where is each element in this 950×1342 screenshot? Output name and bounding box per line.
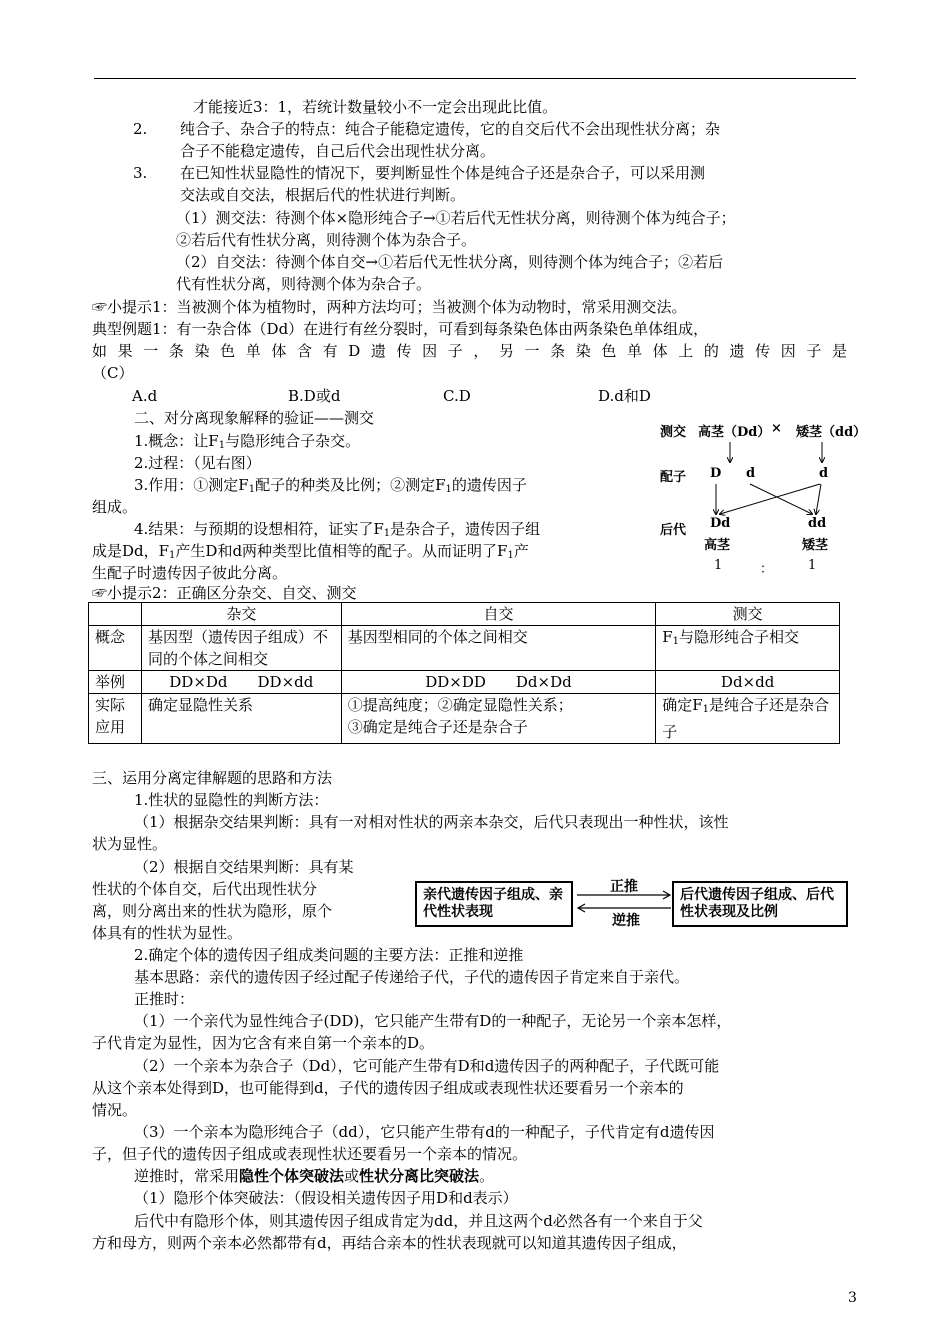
table-header: 杂交: [141, 603, 341, 626]
text-line: 正推时：: [134, 990, 195, 1008]
text-line: 2.确定个体的遗传因子组成类问题的主要方法：正推和逆推: [134, 946, 524, 964]
table-cell: 实际 应用: [89, 694, 142, 744]
text-line: 后代中有隐形个体，则其遗传因子组成肯定为dd，并且这两个d必然各有一个来自于父: [134, 1212, 703, 1230]
text-line: 方和母方，则两个亲本必然都带有d，再结合亲本的性状表现就可以知道其遗传因子组成，: [92, 1234, 687, 1252]
text-line: （1）隐形个体突破法：（假设相关遗传因子用D和d表示）: [134, 1189, 518, 1207]
table-cell: 确定$F_1$是纯合子还是杂合子: [656, 694, 840, 744]
example-answer: （C）: [92, 364, 134, 382]
table-cell: $F_1$与隐形纯合子相交: [656, 626, 840, 671]
text-line: 成是Dd，$F_1$产生D和d两种类型比值相等的配子。从而证明了$F_1$产: [92, 542, 529, 561]
text-line: 4.结果：与预期的设想相符，证实了$F_1$是杂合子，遗传因子组: [134, 520, 541, 539]
flow-arrows: [575, 890, 673, 914]
table-cell: 确定显隐性关系: [141, 694, 341, 744]
text-line: 子，但子代的遗传因子组成或表现性状还要看另一个亲本的情况。: [92, 1145, 528, 1163]
text-line: （3）一个亲本为隐形纯合子（dd），它只能产生带有d的一种配子，子代肯定有d遗传因: [134, 1123, 715, 1141]
table-cell: ①提高纯度；②确定显隐性关系； ③确定是纯合子还是杂合子: [341, 694, 656, 744]
text-line: 子代肯定为显性，因为它含有来自第一个亲本的D。: [92, 1034, 435, 1052]
text-line: 逆推时，常采用隐性个体突破法或性状分离比突破法。: [134, 1167, 495, 1185]
table-cell: DD×DD Dd×Dd: [341, 671, 656, 694]
text-line: 才能接近3：1，若统计数量较小不一定会出现此比值。: [193, 98, 558, 116]
text-line: 3.作用：①测定$F_1$配子的种类及比例；②测定$F_1$的遗传因子: [134, 476, 527, 495]
text-line: 组成。: [92, 498, 138, 516]
text-line: 情况。: [92, 1101, 138, 1119]
table-cell: Dd×dd: [656, 671, 840, 694]
table-row: [89, 603, 840, 626]
table-row: [89, 626, 840, 671]
example-question: 典型例题1：有一杂合体（Dd）在进行有丝分裂时，可看到每条染色体由两条染色单体组成，: [92, 320, 709, 338]
page-number: 3: [848, 1290, 857, 1306]
text-line: 生配子时遗传因子彼此分离。: [92, 564, 288, 582]
option-c: C.D: [443, 387, 471, 405]
cross-arrows: [650, 430, 850, 520]
text-line: ②若后代有性状分离，则待测个体为杂合子。: [176, 231, 477, 249]
section-heading: 二、对分离现象解释的验证——测交: [134, 409, 375, 427]
text-line: 纯合子、杂合子的特点：纯合子能稳定遗传，它的自交后代不会出现性状分离；杂: [180, 120, 721, 138]
header-rule: [94, 78, 856, 79]
text-line: 在已知性状显隐性的情况下，要判断显性个体是纯合子还是杂合子，可以采用测: [180, 164, 706, 182]
tip-2: ☞小提示2：正确区分杂交、自交、测交: [92, 584, 357, 602]
text-line: 体具有的性状为显性。: [92, 924, 243, 942]
flow-box-parent: 亲代遗传因子组成、亲代性状表现: [415, 881, 573, 927]
text-line: （2）根据自交结果判断：具有某: [134, 858, 354, 876]
text-line: 交法或自交法，根据后代的性状进行判断。: [180, 186, 466, 204]
flow-forward-label: 正推: [610, 879, 638, 895]
text-line: 1.概念：让$F_1$与隐形纯合子杂交。: [134, 432, 361, 451]
ratio-1: 1: [714, 558, 723, 573]
table-cell: 基因型相同的个体之间相交: [341, 626, 656, 671]
text-line: 代有性状分离，则待测个体为杂合子。: [176, 275, 432, 293]
offspring-1-trait: 高茎: [704, 538, 731, 553]
gamete-2: d: [746, 466, 756, 481]
table-row: [89, 671, 840, 694]
text-line: 性状的个体自交，后代出现性状分: [92, 880, 318, 898]
parent-1: 高茎（Dd）: [698, 425, 771, 440]
option-d: D.d和D: [598, 387, 651, 405]
table-cell: 举例: [89, 671, 142, 694]
text-line: 基本思路：亲代的遗传因子经过配子传递给子代，子代的遗传因子肯定来自于亲代。: [134, 968, 690, 986]
text-line: （2）一个亲本为杂合子（Dd），它可能产生带有D和d遗传因子的两种配子，子代既可能: [134, 1057, 720, 1075]
offspring-1: Dd: [710, 516, 731, 531]
comparison-table: [88, 602, 840, 744]
table-header: 自交: [341, 603, 656, 626]
text-line: （1）测交法：待测个体×隐形纯合子→①若后代无性状分离，则待测个体为纯合子；: [176, 209, 736, 227]
list-number: 3.: [133, 164, 148, 182]
text-line: 合子不能稳定遗传，自己后代会出现性状分离。: [180, 142, 496, 160]
text-line: 从这个亲本处得到D，也可能得到d，子代的遗传因子组成或表现性状还要看另一个亲本的: [92, 1079, 684, 1097]
text-line: （1）一个亲代为显性纯合子(DD)，它只能产生带有D的一种配子，无论另一个亲本怎样，: [134, 1012, 732, 1030]
ratio-colon: ：: [760, 562, 774, 577]
tip-1: ☞小提示1：当被测个体为植物时，两种方法均可；当被测个体为动物时，常采用测交法。: [92, 298, 687, 316]
table-row: [89, 694, 840, 744]
parent-2: 矮茎（dd）: [796, 425, 867, 440]
option-b: B.D或d: [288, 387, 341, 405]
label-offspring: 后代: [660, 523, 687, 538]
section-heading: 三、运用分离定律解题的思路和方法: [92, 769, 333, 787]
text-line: （2）自交法：待测个体自交→①若后代无性状分离，则待测个体为纯合子；②若后: [176, 253, 724, 271]
text-line: 离，则分离出来的性状为隐形，原个: [92, 902, 333, 920]
table-header: [89, 603, 142, 626]
option-a: A.d: [132, 387, 158, 405]
flow-box-offspring: 后代遗传因子组成、后代性状表现及比例: [672, 881, 848, 927]
offspring-2-trait: 矮茎: [802, 538, 829, 553]
table-cell: 基因型（遗传因子组成）不同的个体之间相交: [141, 626, 341, 671]
label-gamete: 配子: [660, 470, 687, 485]
text-line: 2.过程：（见右图）: [134, 454, 261, 472]
label-cross: 测交: [660, 425, 687, 440]
table-cell: 概念: [89, 626, 142, 671]
text-line: 状为显性。: [92, 835, 168, 853]
offspring-2: dd: [808, 516, 827, 531]
gamete-3: d: [819, 466, 829, 481]
cross-symbol: ×: [771, 421, 782, 436]
text-line: （1）根据杂交结果判断：具有一对相对性状的两亲本杂交，后代只表现出一种性状，该性: [134, 813, 729, 831]
example-question-cont: 如果一条染色单体含有D遗传因子，另一条染色单体上的遗传因子是: [92, 342, 847, 360]
flow-backward-label: 逆推: [612, 913, 640, 929]
gamete-1: D: [710, 466, 722, 481]
table-header: 测交: [656, 603, 840, 626]
text-line: 1.性状的显隐性的判断方法：: [134, 791, 329, 809]
table-cell: DD×Dd DD×dd: [141, 671, 341, 694]
ratio-2: 1: [808, 558, 817, 573]
list-number: 2.: [133, 120, 148, 138]
